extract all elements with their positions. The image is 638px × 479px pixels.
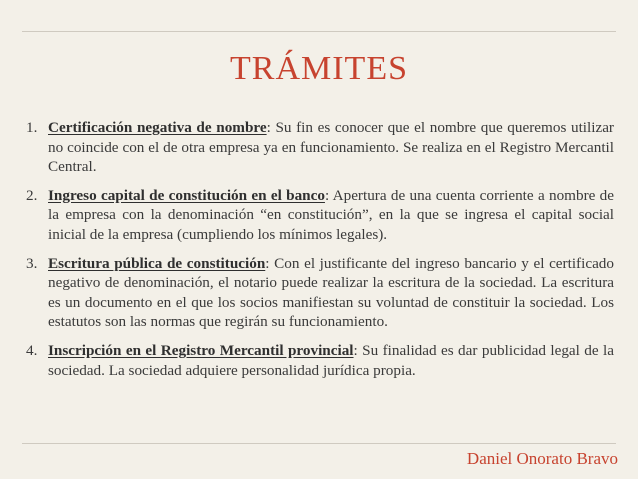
- item-text: : Con el justificante del ingreso bancario y el certificado negativo de denominación, el notario puede realizar la escritura de la sociedad. La escritura es un documento en el que los socios manifiestan su voluntad de constituir la sociedad. Los estatutos son las normas que regirán su funcionamiento.: [48, 254, 614, 331]
- item-body: [48, 118, 614, 177]
- procedure-list: [26, 118, 614, 389]
- list-item: [26, 118, 614, 177]
- bottom-divider: [22, 443, 616, 444]
- item-number: 4.: [26, 341, 38, 359]
- item-number: 3.: [26, 254, 38, 272]
- slide-title: TRÁMITES: [230, 50, 408, 87]
- item-number: 2.: [26, 186, 38, 204]
- list-item: [26, 254, 614, 332]
- item-body: [48, 341, 614, 380]
- item-body: [48, 186, 614, 245]
- top-divider: [22, 31, 616, 32]
- list-item: [26, 341, 614, 380]
- item-body: [48, 254, 614, 332]
- item-text: : Su fin es conocer que el nombre que queremos utilizar no coincide con el de otra empresa ya en funcionamiento. Se realiza en el Registro Mercantil Central.: [48, 119, 614, 176]
- item-number: 1.: [26, 119, 38, 136]
- item-text: : Su finalidad es dar publicidad legal de la sociedad. La sociedad adquiere personalidad jurídica propia.: [48, 341, 615, 379]
- list-item: [26, 186, 614, 245]
- item-text: : Apertura de una cuenta corriente a nombre de la empresa con la denominación “en constitución”, en la que se ingresa el capital social inicial de la empresa (cumpliendo los mínimos legales).: [48, 186, 614, 243]
- item-term: Ingreso capital de constitución en el banco: [48, 186, 325, 204]
- item-term: Certificación negativa de nombre: [48, 119, 267, 136]
- item-term: Inscripción en el Registro Mercantil provincial: [48, 341, 354, 359]
- author-name: Daniel Onorato Bravo: [466, 449, 618, 468]
- item-term: Escritura pública de constitución: [48, 254, 266, 272]
